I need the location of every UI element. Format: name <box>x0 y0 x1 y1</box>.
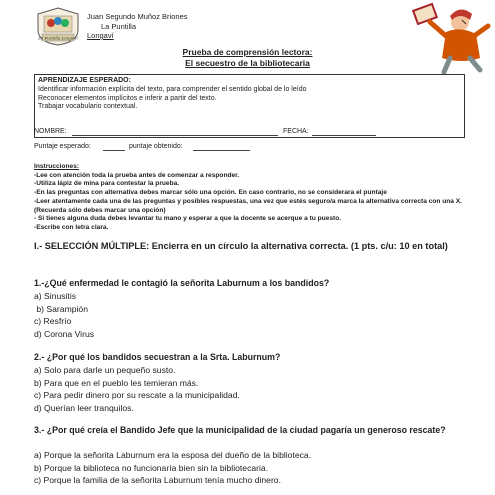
date-label: FECHA: <box>283 128 309 135</box>
option[interactable]: a) Porque la señorita Laburnum era la esposa del dueño de la biblioteca. <box>34 450 312 460</box>
instructions <box>34 163 474 233</box>
title-line-1: Prueba de comprensión lectora: <box>182 47 313 57</box>
option[interactable]: c) Resfrío <box>34 316 72 326</box>
question-2-options <box>34 364 240 414</box>
question-1-options <box>34 290 94 340</box>
section-title: I.- SELECCIÓN MÚLTIPLE: Encierra en un círculo la alternativa correcta. (1 pts. c/u: 10 en total) <box>34 241 448 251</box>
instruction-item: -Lee con atención toda la prueba antes de comenzar a responder. <box>34 171 240 179</box>
learning-objectives-box <box>34 74 465 138</box>
instruction-item: - Si tienes alguna duda debes levantar tu mano y esperar a que la docente se acerque a tu puesto. <box>34 215 342 223</box>
school-city: Longaví <box>87 31 114 40</box>
option[interactable]: b) Sarampión <box>34 303 88 314</box>
instruction-item: -Utiliza lápiz de mina para contestar la prueba. <box>34 180 180 188</box>
learning-item: Reconocer elementos implícitos e inferir a partir del texto. <box>38 94 217 102</box>
title-line-2: El secuestro de la bibliotecaria <box>185 58 310 68</box>
option[interactable]: a) Solo para darle un pequeño susto. <box>34 365 176 375</box>
expected-score-label: Puntaje esperado: <box>34 143 91 150</box>
option[interactable]: a) Sinusitis <box>34 291 77 301</box>
svg-text:La Puntilla Longaví: La Puntilla Longaví <box>38 35 78 41</box>
learning-item: Identificar información explícita del texto, para comprender el sentido global de lo leído <box>38 85 307 93</box>
instructions-heading: Instrucciones: <box>34 163 80 170</box>
obtained-score-field[interactable] <box>193 150 250 151</box>
question-3: 3.- ¿Por qué creía el Bandido Jefe que la municipalidad de la ciudad pagaría un generoso rescate? <box>34 425 446 435</box>
school-place: La Puntilla <box>101 21 137 31</box>
option[interactable]: b) Porque la biblioteca no funcionaría bien sin la bibliotecaria. <box>34 462 269 473</box>
question-3-options <box>34 449 311 487</box>
instruction-item: -Leer atentamente cada una de las preguntas y posibles respuestas, una vez que estés seguro/a marca la alternativa correcta con una X. (Recuerda sólo debes marcar una opción) <box>34 197 463 214</box>
learning-heading: APRENDIZAJE ESPERADO: <box>38 77 131 84</box>
question-2: 2.- ¿Por qué los bandidos secuestran a la Srta. Laburnum? <box>34 352 281 362</box>
date-field[interactable] <box>312 135 376 136</box>
obtained-score-label: puntaje obtenido: <box>129 143 183 150</box>
option[interactable]: c) Porque la familia de la señorita Laburnum tenía mucho dinero. <box>34 475 281 485</box>
expected-score-field[interactable] <box>103 150 125 151</box>
instruction-item: -Escribe con letra clara. <box>34 223 109 231</box>
option[interactable]: d) Querían leer tranquilos. <box>34 402 134 413</box>
test-title <box>0 47 495 69</box>
instruction-item: -En las preguntas con alternativa debes marcar sólo una opción. En caso contrario, no se considerara el puntaje <box>34 189 387 197</box>
school-logo <box>34 6 82 46</box>
name-field[interactable] <box>72 135 278 136</box>
name-label: NOMBRE: <box>34 128 67 135</box>
school-name: Juan Segundo Muñoz Briones <box>87 12 188 21</box>
option[interactable]: b) Para que en el pueblo les temieran más. <box>34 377 199 388</box>
learning-item: Trabajar vocabulario contextual. <box>38 103 138 111</box>
question-1: 1.-¿Qué enfermedad le contagió la señorita Laburnum a los bandidos? <box>34 278 330 288</box>
option[interactable]: d) Corona Virus <box>34 328 95 339</box>
option[interactable]: c) Para pedir dinero por su rescate a la municipalidad. <box>34 390 240 400</box>
school-info <box>87 12 188 41</box>
